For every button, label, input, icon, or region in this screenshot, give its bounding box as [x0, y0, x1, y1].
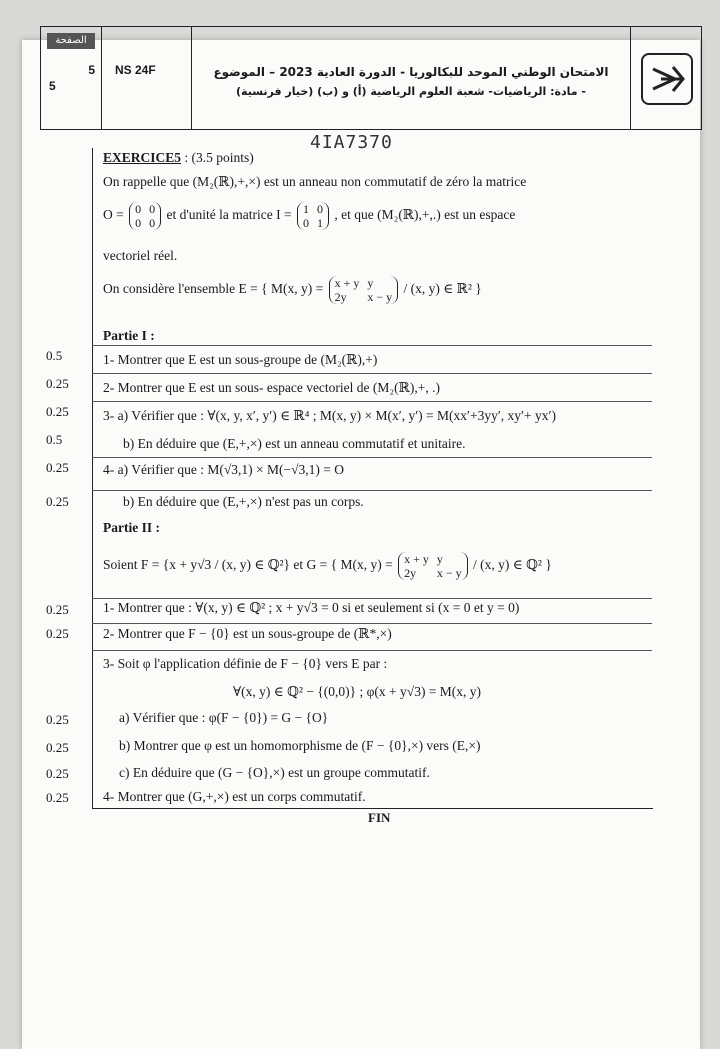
- row-divider: [92, 401, 652, 402]
- part2-item: 2- Montrer que F − {0} est un sous-groupe de (ℝ*,×): [103, 626, 392, 641]
- points-label: 0.25: [46, 626, 69, 641]
- part1-item: 4- a) Vérifier que : M(√3,1) × M(−√3,1) = O: [103, 462, 344, 477]
- points-label: 0.25: [46, 790, 69, 805]
- points-label: 0.5: [46, 432, 63, 447]
- page-label: الصفحة: [47, 33, 95, 49]
- part1-item: 2- Montrer que E est un sous- espace vectoriel de (M₂(ℝ),+, .): [103, 380, 440, 395]
- matrix-cell: 0: [149, 202, 156, 216]
- part2-item: ∀(x, y) ∈ ℚ² − {(0,0)} ; φ(x + y√3) = M(x, y): [233, 684, 482, 699]
- part2-item: 3- Soit φ l'application définie de F − {0} vers E par :: [103, 656, 388, 671]
- matrix-cell: y: [436, 552, 443, 566]
- end-label: FIN: [368, 810, 391, 825]
- matrix-cell: 0: [303, 216, 309, 230]
- points-label: 0.25: [46, 494, 69, 509]
- matrix-cell: 2y: [404, 566, 417, 580]
- set-definition-end: / (x, y) ∈ ℝ² }: [403, 281, 482, 297]
- part1-title: Partie I :: [103, 328, 155, 343]
- part2-item: 4- Montrer que (G,+,×) est un corps commutatif.: [103, 789, 366, 804]
- zero-matrix-label: O =: [103, 207, 124, 223]
- intro-line3: vectoriel réel.: [103, 248, 178, 263]
- vector-space-intro: , et que (M₂(ℝ),+,.) est un espace: [334, 207, 516, 223]
- intro-line2: [103, 202, 515, 230]
- part1-item: b) En déduire que (E,+,×) n'est pas un corps.: [123, 494, 364, 509]
- part1-item: b) En déduire que (E,+,×) est un anneau commutatif et unitaire.: [123, 436, 466, 451]
- exercise-body: [92, 148, 653, 809]
- points-label: 0.25: [46, 712, 69, 727]
- row-divider: [92, 457, 652, 458]
- subject-code: NS 24F: [115, 63, 156, 77]
- matrix-cell: 2y: [334, 290, 347, 304]
- matrix-cell: x − y: [436, 566, 462, 580]
- identity-matrix: [297, 202, 329, 230]
- row-divider: [92, 345, 652, 346]
- matrix-cell: 0: [135, 216, 142, 230]
- matrix-cell: 0: [149, 216, 156, 230]
- exercise-heading: [103, 150, 254, 166]
- part2-item: c) En déduire que (G − {O},×) est un groupe commutatif.: [119, 765, 430, 780]
- matrix-cell: 0: [135, 202, 142, 216]
- row-divider: [92, 623, 652, 624]
- exam-title-line1: الامتحان الوطني الموحد للبكالوريا - الدورة العادية 2023 – الموضوع: [213, 65, 609, 79]
- row-divider: [92, 490, 652, 491]
- page-total: 5: [88, 63, 95, 77]
- row-divider: [92, 598, 652, 599]
- part2-title: Partie II :: [103, 520, 160, 535]
- points-label: 0.25: [46, 602, 69, 617]
- page-number: 5: [49, 79, 56, 93]
- exercise-title: EXERCICE5: [103, 150, 182, 165]
- exercise-points: : (3.5 points): [184, 150, 254, 165]
- points-label: 0.25: [46, 376, 69, 391]
- points-label: 0.25: [46, 740, 69, 755]
- set-definition-start: On considère l'ensemble E = { M(x, y) =: [103, 281, 324, 297]
- exam-title-box: [191, 27, 631, 129]
- part2-item: a) Vérifier que : φ(F − {0}) = G − {O}: [119, 710, 329, 725]
- identity-intro: et d'unité la matrice I =: [166, 207, 292, 223]
- subject-code-box: [101, 27, 192, 129]
- part2-definition: [103, 552, 552, 580]
- row-divider: [92, 373, 652, 374]
- logo-box: [630, 27, 701, 129]
- matrix-cell: x − y: [367, 290, 393, 304]
- part2-item: b) Montrer que φ est un homomorphisme de (F − {0},×) vers (E,×): [119, 738, 481, 753]
- ministry-logo-icon: [641, 53, 693, 105]
- matrix-cell: 1: [317, 216, 323, 230]
- part1-item: 1- Montrer que E est un sous-groupe de (M₂(ℝ),+): [103, 352, 378, 367]
- matrix-cell: y: [367, 276, 374, 290]
- set-matrix: [329, 276, 399, 304]
- set-definition: [103, 276, 482, 304]
- row-divider: [92, 650, 652, 651]
- part1-item: 3- a) Vérifier que : ∀(x, y, x′, y′) ∈ ℝ⁴ ; M(x, y) × M(x′, y′) = M(xx′+3yy′, xy′+ yx′): [103, 408, 556, 423]
- part2-item: 1- Montrer que : ∀(x, y) ∈ ℚ² ; x + y√3 = 0 si et seulement si (x = 0 et y = 0): [103, 600, 520, 615]
- points-label: 0.25: [46, 460, 69, 475]
- points-label: 0.5: [46, 348, 63, 363]
- matrix-cell: 1: [303, 202, 309, 216]
- part2-def-end: / (x, y) ∈ ℚ² }: [473, 557, 552, 573]
- points-label: 0.25: [46, 404, 69, 419]
- handwritten-code: 4IA7370: [310, 132, 393, 153]
- zero-matrix: [129, 202, 161, 230]
- intro-line1: On rappelle que (M₂(ℝ),+,×) est un anneau non commutatif de zéro la matrice: [103, 174, 527, 189]
- part2-matrix: [398, 552, 468, 580]
- matrix-cell: 0: [317, 202, 323, 216]
- points-label: 0.25: [46, 766, 69, 781]
- exam-header: [40, 26, 702, 130]
- part2-def-start: Soient F = {x + y√3 / (x, y) ∈ ℚ²} et G = { M(x, y) =: [103, 557, 393, 573]
- matrix-cell: x + y: [334, 276, 360, 290]
- exam-title-line2: - مادة: الرياضيات- شعبة العلوم الرياضية (أ) و (ب) (خيار فرنسية): [236, 85, 586, 98]
- matrix-cell: x + y: [404, 552, 429, 566]
- page-box: [41, 27, 102, 129]
